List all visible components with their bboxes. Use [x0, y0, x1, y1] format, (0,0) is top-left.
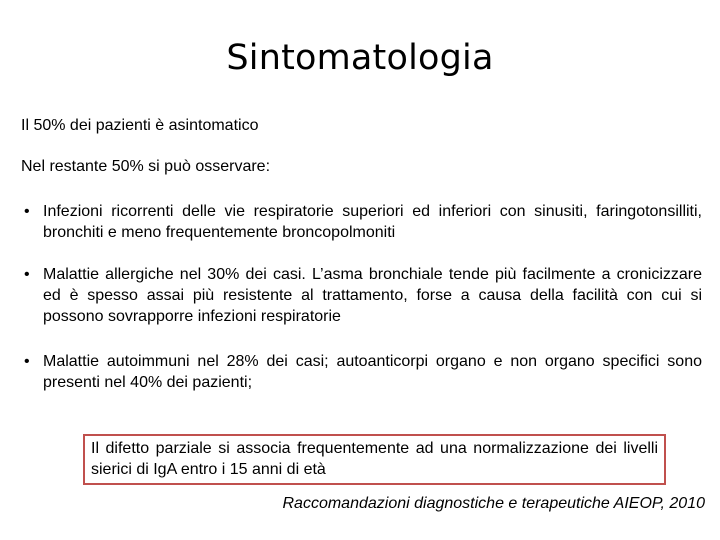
- bullet-text: Infezioni ricorrenti delle vie respiratorie superiori ed inferiori con sinusiti, faringotonsilliti, bronchiti e meno frequentemente broncopolmoniti: [43, 203, 702, 241]
- bullet-text: Malattie allergiche nel 30% dei casi. L’asma bronchiale tende più facilmente a cronicizzare ed è spesso assai più resistente al trattamento, forse a causa della facilità con cui si possono sovrapporre infezioni respiratorie: [43, 266, 702, 325]
- bullet-item-infections: [21, 201, 702, 243]
- bullet-item-autoimmune: [21, 351, 702, 393]
- bullet-icon: •: [24, 266, 30, 283]
- bullet-icon: •: [24, 203, 30, 220]
- intro-text: Il 50% dei pazienti è asintomatico: [21, 117, 259, 134]
- bullet-icon: •: [24, 353, 30, 370]
- callout-box: Il difetto parziale si associa frequentemente ad una normalizzazione dei livelli sierici di IgA entro i 15 anni di età: [83, 434, 666, 485]
- source-citation: Raccomandazioni diagnostiche e terapeutiche AIEOP, 2010: [282, 495, 705, 512]
- slide-title: Sintomatologia: [226, 38, 494, 78]
- lead-text: Nel restante 50% si può osservare:: [21, 158, 271, 175]
- bullet-item-allergies: [21, 264, 702, 327]
- bullet-text: Malattie autoimmuni nel 28% dei casi; autoanticorpi organo e non organo specifici sono presenti nel 40% dei pazienti;: [43, 353, 702, 391]
